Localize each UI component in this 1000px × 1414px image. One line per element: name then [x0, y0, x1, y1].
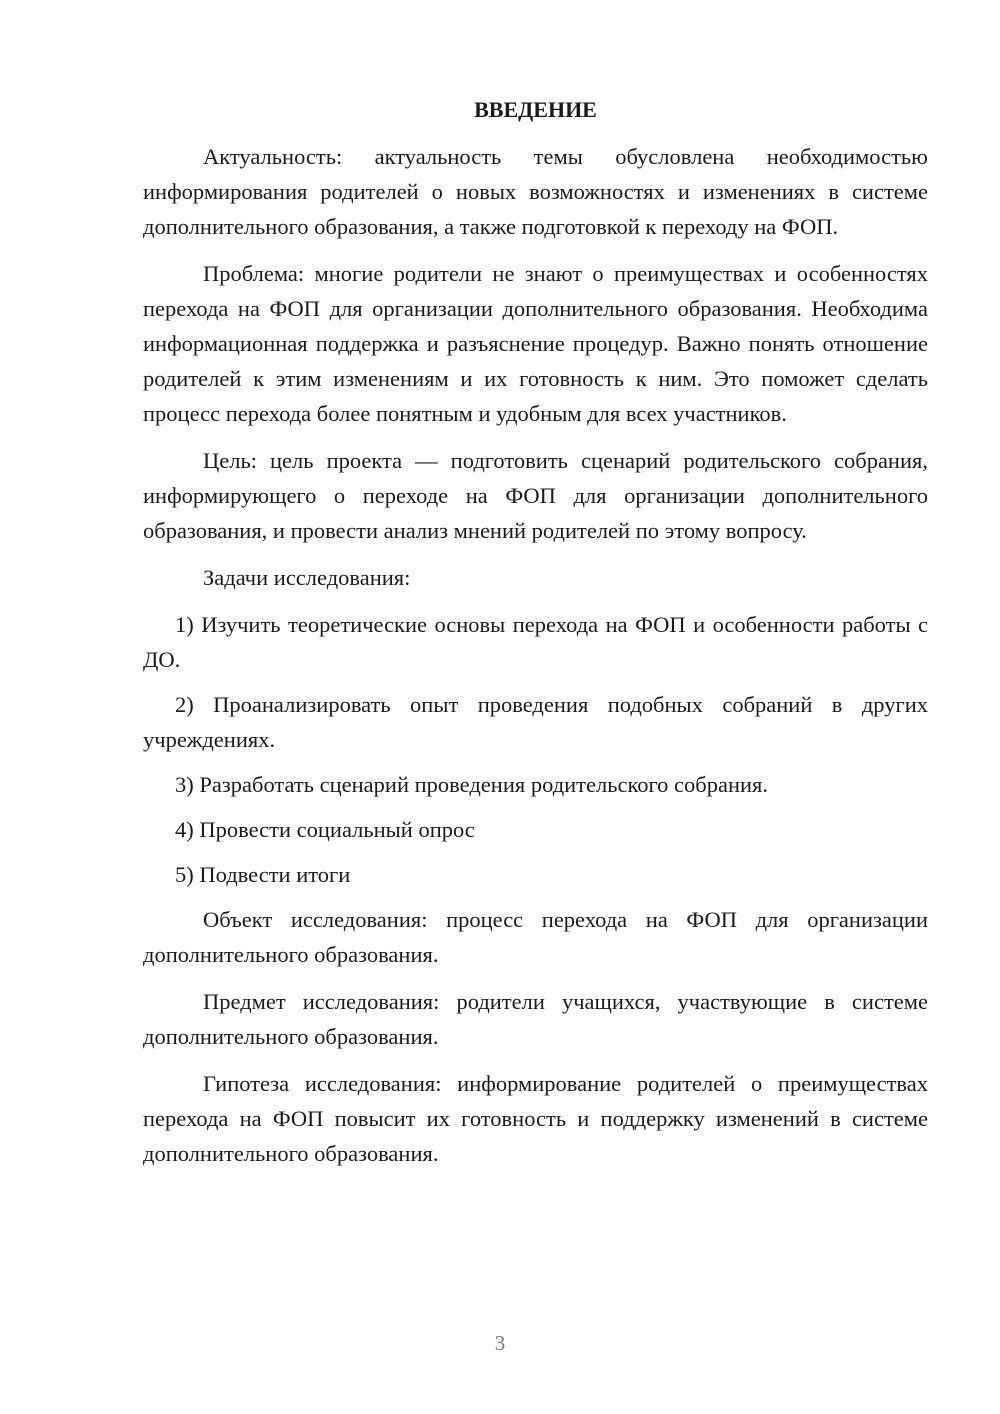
paragraph-goal: Цель: цель проекта — подготовить сценарий родительского собрания, информирующего о переходе на ФОП для организации дополнительного образования, и провести анализ мнений родителей по этому вопросу. [143, 448, 928, 543]
page-content [143, 95, 928, 1183]
paragraph-object: Объект исследования: процесс перехода на ФОП для организации дополнительного образования. [143, 907, 928, 967]
paragraph-problem: Проблема: многие родители не знают о преимуществах и особенностях перехода на ФОП для организации дополнительного образования. Необходима информационная поддержка и разъяснение процедур. Важно понять отношение родителей к этим изменениям и их готовность к ним. Это поможет сделать процесс перехода более понятным и удобным для всех участников. [143, 261, 928, 426]
paragraph-relevance: Актуальность: актуальность темы обусловлена необходимостью информирования родителей о новых возможностях и изменениях в системе дополнительного образования, а также подготовкой к переходу на ФОП. [143, 144, 928, 239]
list-item: 3) Разработать сценарий проведения родительского собрания. [175, 772, 769, 797]
paragraph-hypothesis: Гипотеза исследования: информирование родителей о преимуществах перехода на ФОП повысит их готовность и поддержку изменений в системе дополнительного образования. [143, 1071, 928, 1166]
list-item: 5) Подвести итоги [175, 862, 351, 887]
tasks-heading: Задачи исследования: [203, 565, 411, 590]
list-item: 2) Проанализировать опыт проведения подобных собраний в других учреждениях. [143, 692, 928, 752]
page-number: 3 [494, 1331, 506, 1355]
list-item: 4) Провести социальный опрос [175, 817, 475, 842]
page-title: ВВЕДЕНИЕ [474, 97, 597, 122]
list-item: 1) Изучить теоретические основы перехода на ФОП и особенности работы с ДО. [143, 612, 928, 672]
tasks-list [143, 607, 928, 892]
paragraph-subject: Предмет исследования: родители учащихся, участвующие в системе дополнительного образования. [143, 989, 928, 1049]
